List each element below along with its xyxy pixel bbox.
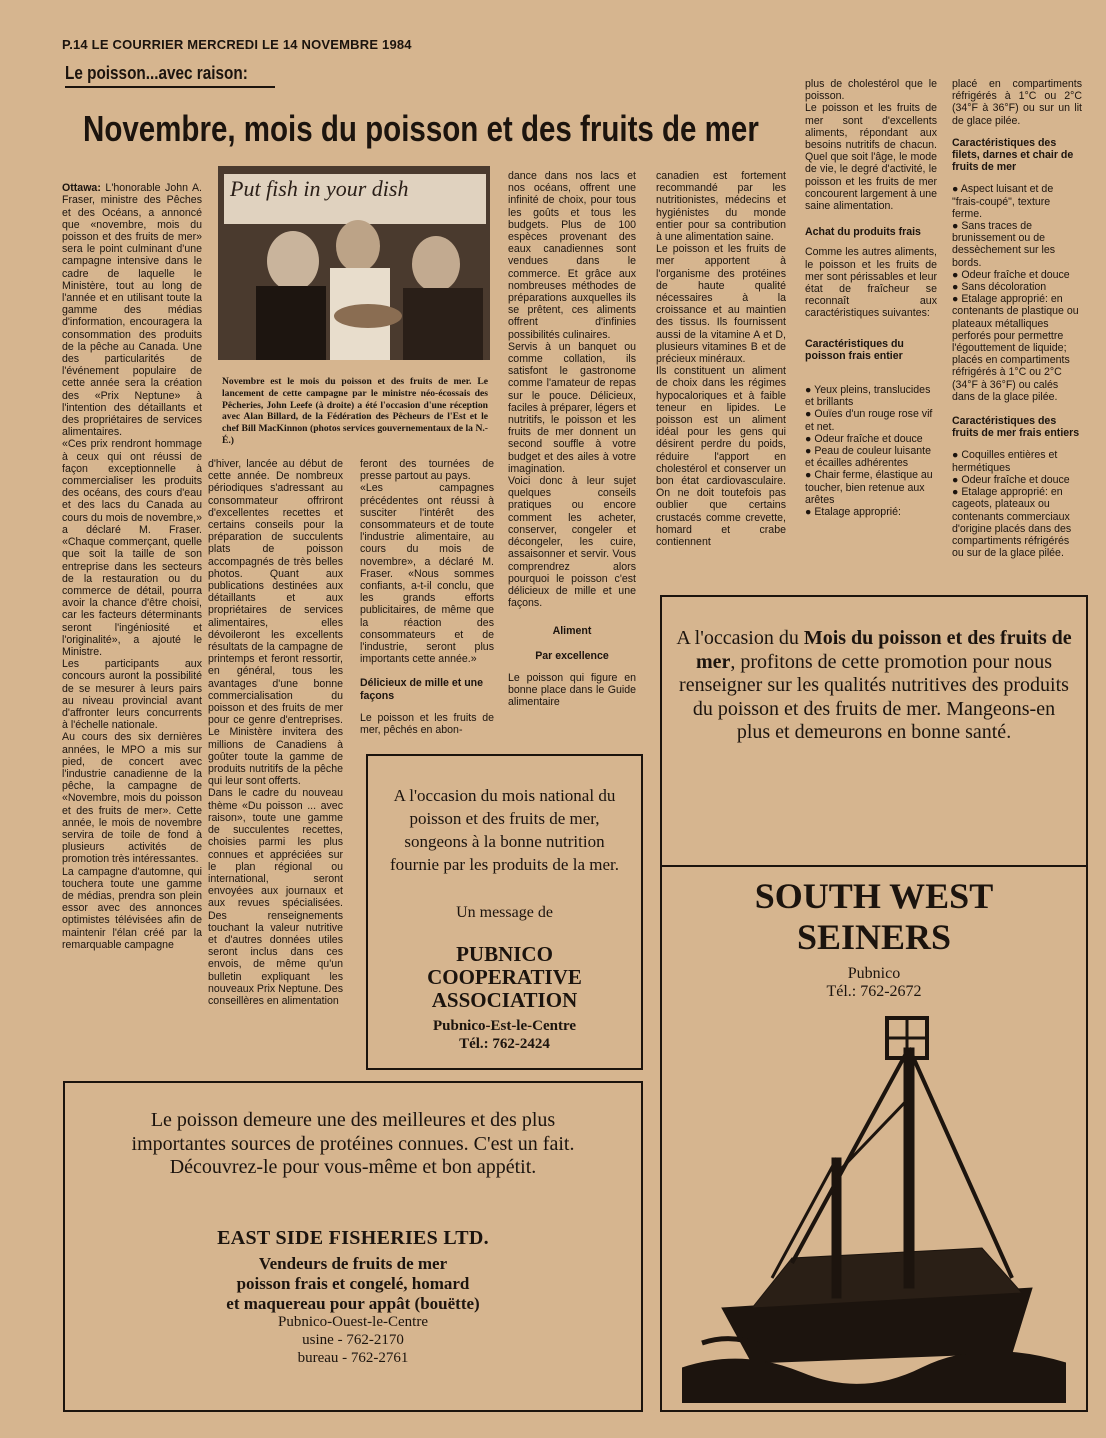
ad-promotion-post: , profitons de cette promotion pour nous renseigner sur les qualités nutritives des produits du poisson et des fruits de mer. Mangeons-en plus et demeurons en bonne santé. [679,650,1069,743]
ad-seiners-name-1: SOUTH WEST [754,876,994,916]
ad-eastside-bureau: bureau - 762-2761 [297,1350,409,1366]
article-col7 [952,78,1082,588]
subhead-filets: Caractéristiques des filets, darnes et chair de fruits de mer [952,136,1074,174]
article-col6-after: Comme les autres aliments, le poisson et les fruits de mer sont périssables et leur état de fraîcheur se reconnaît aux caractéristiques suivantes: [805,246,937,320]
ad-eastside-name: EAST SIDE FISHERIES LTD. [217,1227,489,1249]
article-col7-text: placé en compartiments réfrigérés à 1°C ou 2°C (34°F à 36°F) ou sur un lit de glace pilée. [952,78,1082,127]
ad-promotion-bold: Mois du poisson et des fruits de mer [695,627,1072,673]
ad-seiners-tel: Tél.: 762-2672 [826,983,922,1000]
ad-promotion-pre: A l'occasion du [676,627,804,649]
kicker-underline [65,86,275,88]
ad-seiners-name-2: SEINERS [796,917,952,957]
ad-eastside-tagline-3: et maquereau pour appât (bouëtte) [226,1294,480,1313]
ad-pubnico-cooperative [366,754,643,1070]
ad-eastside-text: Le poisson demeure une des meilleures et des plus importantes sources de protéines connues. C'est un fait. Découvrez-le pour vous-même et bon appétit. [131,1109,575,1178]
photo-banner: Put fish in your dish [230,176,409,201]
ad-eastside-tagline-1: Vendeurs de fruits de mer [258,1254,448,1273]
ad-promotion [660,595,1088,867]
fishing-boat-illustration [682,1008,1066,1403]
ad-eastside-usine: usine - 762-2170 [302,1332,404,1348]
subhead-excellence: Par excellence [535,649,609,662]
ad-pubnico-tel: Tél.: 762-2424 [459,1036,550,1052]
ad-pubnico-place: Pubnico-Est-le-Centre [432,1018,577,1034]
ad-pubnico-name-1: PUBNICO [456,942,553,966]
photo [218,166,490,360]
article-col3-text: feront des tournées de presse partout au pays. «Les campagnes précédentes ont réussi à susciter l'intérêt des consommateurs et de toute l'industrie alimentaire, au cours du mois de novembre», a déclaré M. Fraser. «Nous sommes confiants, a-t-il conclu, que les grands efforts publicitaires, de même que la réaction des consommateurs et de l'industrie, seront plus importants cette année.» [360,458,494,666]
article-col1 [62,170,202,1075]
article-col1-text: L'honorable John A. Fraser, ministre des Pêches et des Océans, a annoncé que «novembre, mois du poisson et des fruits de mer» sera le point culminant d'une campagne intensive dans le cadre de laquelle le Ministère, tout au long de l'année et en utilisant toute la gamme des médias d'information, encouragera la consommation des produits de la pêche au Canada. Une des particularités de l'événement populaire de cette année sera la création des «Prix Neptune» à l'intention des détaillants et des propriétaires de services alimentaires. «Ces prix rendront hommage à ceux qui ont réussi de façon exceptionnelle à commercialiser les produits des océans, des cours d'eau et des lacs du Canada au cours du mois de novembre,» a déclaré M. Fraser. «Chaque commerçant, quelle que soit la taille de son entreprise dans les secteurs de la restauration ou du commerce de détail, pourra avoir la chance d'être choisi, car les facteurs déterminants seront l'ingéniosité et l'originalité», a ajouté le Ministre. Les participants aux concours auront la possibilité de se mesurer à leurs pairs au niveau provincial avant d'affronter leurs concurrents à l'échelle nationale. Au cours des six dernières années, le MPO a mis sur pied, de concert avec l'industrie canadienne de la pêche, la campagne de «Novembre, mois du poisson et des fruits de mer». Cette année, le mois de novembre servira de toile de fond à plusieurs activités de promotion très intéressantes. La campagne d'automne, qui touchera toute une gamme de médias, prendra son plein essor avec des annonces optimistes télévisées afin de maintenir l'élan créé par la remarquable campagne [62,182,202,951]
subhead-poisson-entier: Caractéristiques du poisson frais entier [805,337,904,362]
article-col4-text: dance dans nos lacs et nos océans, offrent une infinité de choix, pour tous les goûts et tous les budgets. Plus de 100 espèces provenant des eaux canadiennes sont vendues dans le commerce. Et grâce aux nombreuses méthodes de préparations auxquelles ils se prêtent, ces aliments offrent d'infinies possibilités culinaires. Servis à un banquet ou comme collation, ils satisfont le gastronome comme l'amateur de repas sur le pouce. Délicieux, faciles à préparer, légers et nutritifs, le poisson et les fruits de mer donnent un second souffle à votre budget et des ailes à votre imagination. Voici donc à leur sujet quelques conseils pratiques ou encore comment les acheter, conserver, congeler et décongeler, les cuire, assaisonner et servir. Vous comprendrez alors pourquoi le poisson c'est délicieux de mille et une façons. [508,170,636,610]
article-col3-after: Le poisson et les fruits de mer, pêchés en abon- [360,711,494,737]
subhead-fruits-entiers: Caractéristiques des fruits de mer frais entiers [952,415,1080,440]
ad-pubnico-text: A l'occasion du mois national du poisson et des fruits de mer, songeons à la bonne nutrition fournie par les produits de la mer. [390,786,619,874]
subhead-delicieux: Délicieux de mille et une façons [360,677,484,702]
ad-east-side-fisheries [63,1081,643,1412]
article-col5: canadien est fortement recommandé par les nutritionistes, médecins et hygiénistes du monde entier pour sa contribution à une alimentation saine. Le poisson et les fruits de mer apportent à l'organisme des protéines de haute qualité nécessaires à la croissance et au maintien des tissus. Ils fournissent aussi de la vitamine A et D, plusieurs vitamines B et de précieux minéraux. Ils constituent un aliment de choix dans les régimes hypocaloriques et à faible teneur en lipides. Le poisson est un aliment idéal pour les gens qui désirent perdre du poids, réduire l'apport en cholestérol et conserver un bon état cardiovasculaire. On ne doit toutefois pas oublier que certains crustacés comme crevette, homard et crabe contiennent [656,170,786,549]
article-col6 [805,78,937,588]
article-col2: d'hiver, lancée au début de cette année. De nombreux périodiques s'adressant au consommateur offriront d'excellentes recettes et certains conseils pour la préparation de succulents plats de poisson accompagnés de très belles photos. Quant aux publications destinées aux détaillants et aux propriétaires de services alimentaires, elles dévoileront les excellents résultats de la campagne de printemps et feront ressortir, en général, tous les avantages d'une bonne commercialisation du poisson et des fruits de mer pour ce genre d'entreprises. Le Ministère invitera des millions de Canadiens à goûter toute la gamme de produits nutritifs de la pêche qui leur sont offerts. Dans le cadre du nouveau thème «Du poisson ... avec raison», toute une gamme de succulentes recettes, choisies parmi les plus connues et appréciées sur le plan régional ou international, seront envoyées aux journaux et aux revues spécialisées. Des renseignements touchant la valeur nutritive et d'autres données utiles seront inclus dans ces envois, de même qu'un bulletin expliquant les nouveaux Prix Neptune. Des conseillères en alimentation [208,458,343,1007]
kicker: Le poisson...avec raison: [65,63,248,83]
article-col3 [360,458,494,738]
dateline: Ottawa: [62,182,101,195]
article-col4 [508,170,636,740]
ad-seiners-place: Pubnico [847,965,901,982]
ad-pubnico-name-2: COOPERATIVE [427,965,582,989]
article-col6-text: plus de cholestérol que le poisson. Le poisson et les fruits de mer sont d'excellents aliments, répondant aux besoins nutritifs de chacun. Quel que soit l'âge, le mode de vie, le degré d'activité, le poisson et les fruits de mer concourent largement à une saine alimentation. [805,78,937,213]
ad-south-west-seiners [660,863,1088,1412]
ad-pubnico-message: Un message de [456,904,553,921]
ad-promotion-text [674,627,1074,745]
list-fruits-entiers: ● Coquilles entières et hermétiques ● Odeur fraîche et douce ● Etalage approprié: en cageots, plateaux ou contenants commerciaux d'origine placés dans des compartiments réfrigérés ou sur de la glace pilée. [952,449,1072,560]
ad-eastside-tagline-2: poisson frais et congelé, homard [236,1274,470,1293]
subhead-aliment: Aliment [552,625,592,638]
list-filets: ● Aspect luisant et de "frais-coupé", texture ferme. ● Sans traces de brunissement ou de dessèchement sur les bords. ● Odeur fraîche et douce ● Sans décoloration ● Etalage approprié: en contenants de plastique ou plateaux métalliques perforés pour permettre l'égouttement de liquide; placés en compartiments réfrigérés à 1°C ou 2°C (34°F à 36°F) ou calés dans de la glace pilée. [952,183,1079,403]
list-poisson-entier: ● Yeux pleins, translucides et brillants ● Ouïes d'un rouge rose vif et net. ● Odeur fraîche et douce ● Peau de couleur luisante et écailles adhérentes ● Chair ferme, élastique au toucher, bien retenue aux arêtes ● Etalage approprié: [805,384,933,519]
ad-pubnico-name-3: ASSOCIATION [431,988,578,1012]
headline: Novembre, mois du poisson et des fruits de mer [83,108,759,149]
subhead-achat: Achat du produits frais [805,226,921,239]
photo-caption: Novembre est le mois du poisson et des fruits de mer. Le lancement de cette campagne par le ministre néo-écossais des Pêcheries, John Leefe (à droite) a été l'occasion d'une réception avec Alan Billard, de la Fédération des Pêcheurs de l'Est et le chef Bill MacKinnon (photos services gouvernementaux de la N.-É.) [222,376,488,446]
folio: P.14 LE COURRIER MERCREDI LE 14 NOVEMBRE 1984 [62,37,412,52]
ad-eastside-place: Pubnico-Ouest-le-Centre [278,1314,428,1330]
article-col4-after: Le poisson qui figure en bonne place dans le Guide alimentaire [508,671,636,709]
